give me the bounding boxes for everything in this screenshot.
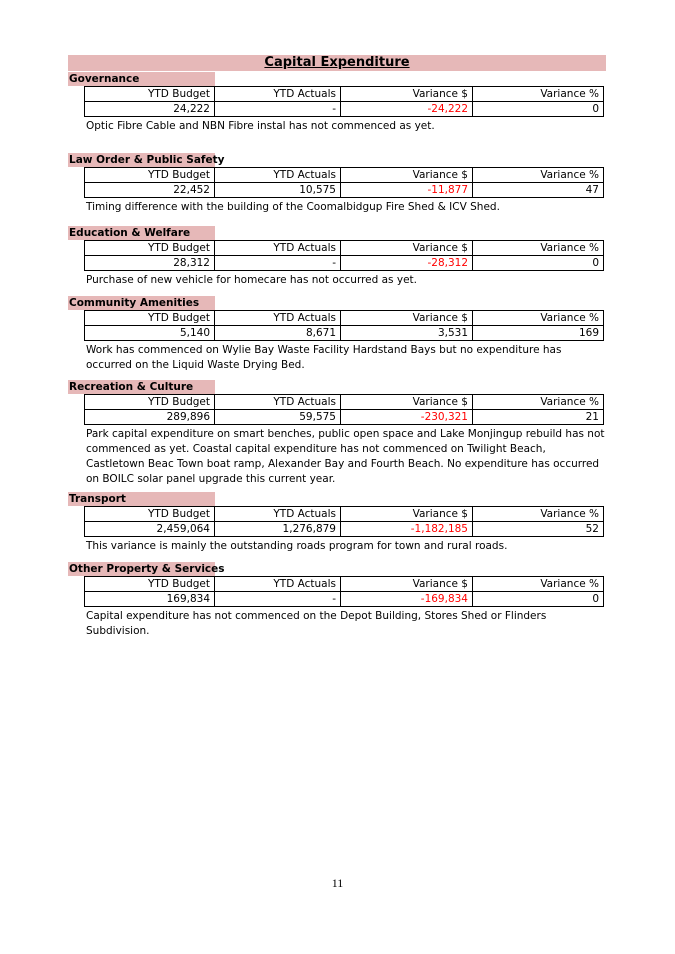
section-governance bbox=[68, 72, 608, 134]
col-ytd-budget: YTD Budget bbox=[85, 168, 215, 183]
actuals-value: - bbox=[215, 256, 341, 271]
variance-value: -11,877 bbox=[341, 183, 473, 198]
variance-value: -169,834 bbox=[341, 592, 473, 607]
table-row bbox=[85, 326, 604, 341]
section-heading: Law Order & Public Safety bbox=[69, 154, 225, 166]
table-header-row bbox=[85, 311, 604, 326]
table-header-row bbox=[85, 168, 604, 183]
table-header-row bbox=[85, 577, 604, 592]
section-table bbox=[84, 506, 604, 537]
section-note: Park capital expenditure on smart benches, public open space and Lake Monjingup rebuild has not commenced as yet. Coastal capital expenditure has not commenced on Twilight Beach, Castletown Beac Town boat ramp, Alexander Bay and Fourth Beach. No expenditure has occurred on BOILC solar panel upgrade this current year. bbox=[86, 428, 605, 485]
col-variance: Variance $ bbox=[341, 395, 473, 410]
col-variance: Variance $ bbox=[341, 87, 473, 102]
section-table bbox=[84, 576, 604, 607]
actuals-value: 59,575 bbox=[215, 410, 341, 425]
col-variance-pct: Variance % bbox=[473, 395, 604, 410]
col-variance-pct: Variance % bbox=[473, 87, 604, 102]
section-heading: Other Property & Services bbox=[69, 563, 225, 575]
section-table bbox=[84, 310, 604, 341]
variance-pct-value: 0 bbox=[473, 102, 604, 117]
table-header-row bbox=[85, 395, 604, 410]
col-variance-pct: Variance % bbox=[473, 168, 604, 183]
table-row bbox=[85, 592, 604, 607]
col-ytd-budget: YTD Budget bbox=[85, 311, 215, 326]
variance-pct-value: 0 bbox=[473, 592, 604, 607]
actuals-value: 1,276,879 bbox=[215, 522, 341, 537]
table-row bbox=[85, 183, 604, 198]
col-ytd-budget: YTD Budget bbox=[85, 577, 215, 592]
section-note: Optic Fibre Cable and NBN Fibre instal has not commenced as yet. bbox=[86, 120, 435, 132]
col-ytd-budget: YTD Budget bbox=[85, 507, 215, 522]
actuals-value: - bbox=[215, 592, 341, 607]
page-number: 11 bbox=[331, 876, 344, 890]
budget-value: 24,222 bbox=[85, 102, 215, 117]
variance-pct-value: 47 bbox=[473, 183, 604, 198]
actuals-value: 10,575 bbox=[215, 183, 341, 198]
section-table bbox=[84, 167, 604, 198]
section-table bbox=[84, 394, 604, 425]
section-note: Work has commenced on Wylie Bay Waste Facility Hardstand Bays but no expenditure has occurred on the Liquid Waste Drying Bed. bbox=[86, 344, 562, 371]
col-ytd-actuals: YTD Actuals bbox=[215, 168, 341, 183]
table-row bbox=[85, 522, 604, 537]
col-variance-pct: Variance % bbox=[473, 241, 604, 256]
variance-value: -28,312 bbox=[341, 256, 473, 271]
section-table bbox=[84, 86, 604, 117]
col-ytd-budget: YTD Budget bbox=[85, 241, 215, 256]
col-variance: Variance $ bbox=[341, 311, 473, 326]
col-variance: Variance $ bbox=[341, 577, 473, 592]
variance-pct-value: 169 bbox=[473, 326, 604, 341]
col-ytd-actuals: YTD Actuals bbox=[215, 577, 341, 592]
section-other-property bbox=[68, 562, 608, 639]
col-ytd-actuals: YTD Actuals bbox=[215, 507, 341, 522]
col-variance: Variance $ bbox=[341, 241, 473, 256]
section-heading: Education & Welfare bbox=[68, 226, 215, 240]
variance-value: -24,222 bbox=[341, 102, 473, 117]
budget-value: 289,896 bbox=[85, 410, 215, 425]
col-variance-pct: Variance % bbox=[473, 311, 604, 326]
budget-value: 5,140 bbox=[85, 326, 215, 341]
section-heading: Governance bbox=[68, 72, 215, 86]
variance-pct-value: 21 bbox=[473, 410, 604, 425]
section-note: Purchase of new vehicle for homecare has not occurred as yet. bbox=[86, 274, 417, 286]
section-education-welfare bbox=[68, 226, 608, 288]
col-ytd-budget: YTD Budget bbox=[85, 87, 215, 102]
variance-value: -1,182,185 bbox=[341, 522, 473, 537]
section-transport bbox=[68, 492, 608, 554]
section-heading: Community Amenities bbox=[68, 296, 215, 310]
page-title: Capital Expenditure bbox=[264, 55, 410, 70]
table-row bbox=[85, 102, 604, 117]
section-note: Capital expenditure has not commenced on the Depot Building, Stores Shed or Flinders Subdivision. bbox=[86, 610, 547, 637]
variance-value: -230,321 bbox=[341, 410, 473, 425]
table-header-row bbox=[85, 507, 604, 522]
section-note: Timing difference with the building of the Coomalbidgup Fire Shed & ICV Shed. bbox=[86, 201, 500, 213]
section-table bbox=[84, 240, 604, 271]
section-community-amenities bbox=[68, 296, 608, 373]
table-row bbox=[85, 256, 604, 271]
col-ytd-actuals: YTD Actuals bbox=[215, 87, 341, 102]
budget-value: 22,452 bbox=[85, 183, 215, 198]
variance-pct-value: 52 bbox=[473, 522, 604, 537]
col-ytd-actuals: YTD Actuals bbox=[215, 311, 341, 326]
col-ytd-actuals: YTD Actuals bbox=[215, 395, 341, 410]
col-variance-pct: Variance % bbox=[473, 577, 604, 592]
section-recreation-culture bbox=[68, 380, 608, 487]
section-note: This variance is mainly the outstanding roads program for town and rural roads. bbox=[86, 540, 508, 552]
actuals-value: - bbox=[215, 102, 341, 117]
budget-value: 169,834 bbox=[85, 592, 215, 607]
variance-value: 3,531 bbox=[341, 326, 473, 341]
table-row bbox=[85, 410, 604, 425]
section-heading: Recreation & Culture bbox=[68, 380, 215, 394]
col-ytd-actuals: YTD Actuals bbox=[215, 241, 341, 256]
budget-value: 28,312 bbox=[85, 256, 215, 271]
col-variance-pct: Variance % bbox=[473, 507, 604, 522]
actuals-value: 8,671 bbox=[215, 326, 341, 341]
variance-pct-value: 0 bbox=[473, 256, 604, 271]
col-variance: Variance $ bbox=[341, 168, 473, 183]
col-variance: Variance $ bbox=[341, 507, 473, 522]
section-heading: Transport bbox=[68, 492, 215, 506]
section-law-order bbox=[68, 153, 608, 215]
table-header-row bbox=[85, 241, 604, 256]
table-header-row bbox=[85, 87, 604, 102]
budget-value: 2,459,064 bbox=[85, 522, 215, 537]
col-ytd-budget: YTD Budget bbox=[85, 395, 215, 410]
